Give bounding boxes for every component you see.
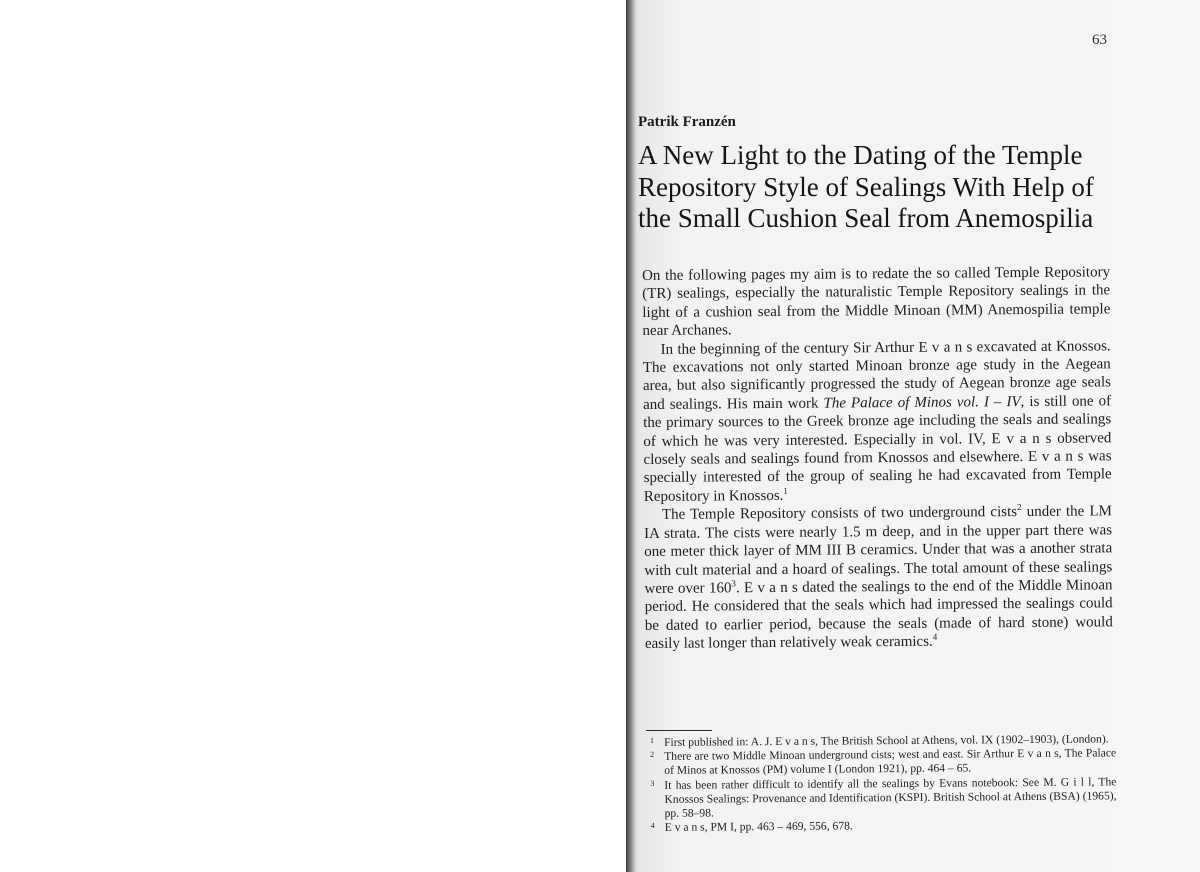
footnote-text: First published in: A. J. E v a n s, The British School at Athens, vol. IX (1902–1903), (London). [663,732,1109,749]
footnote-ref-2: 2 [1016,502,1022,513]
page-number: 63 [1092,32,1107,48]
footnote-divider [646,730,712,731]
paragraph-2-text-a: In the beginning of the century Sir Arthur E v a n s excavated at Knossos. The excavations not only started Minoan bronze age study in the Aegean area, but also significantly progressed the study of Aegean bronze age seals and sealings. His main work [642,337,1111,413]
paragraph-3-text-a: The Temple Repository consists of two underground cists [661,504,1018,524]
right-page [638,0,1200,872]
footnote-number: 1 [650,735,655,745]
footnote-number: 3 [650,778,655,788]
footnote-4 [651,818,1117,836]
footnote-ref-1: 1 [783,485,788,496]
paragraph-3-text-b: under the LM IA strata. The cists were nearly 1.5 m deep, and in the upper part there was one meter thick layer of MM III B ceramics. Under that was a another strata with cult material and a hoard of sealings. The total amount of these sealings were over 160 [644,503,1113,597]
paragraph-3 [644,503,1113,654]
article-body [642,263,1113,653]
footnote-2 [650,747,1116,779]
footnote-number: 2 [650,750,655,760]
footnote-ref-3: 3 [731,578,736,589]
work-title-italic: The Palace of Minos vol. I – IV [823,393,1021,412]
paragraph-1 [642,263,1111,340]
paragraph-2-text-b: , is still one of the primary sources to the Greek bronze age including the seals and sealings of which he was very interested. Especially in vol. IV, E v a n s observed closely seals and sealings found from Knossos and elsewhere. E v a n s was specially interested of the group of sealing he had excavated from Temple Repository in Knossos. [643,393,1112,505]
article-title: A New Light to the Dating of the Temple Repository Style of Sealings With Help of the Small Cushion Seal from Anemospilia [638,140,1094,233]
paragraph-3-text-c: . E v a n s dated the sealings to the end of the Middle Minoan period. He considered that the seals which had impressed the sealings could be dated to earlier period, because the seals (made of hard stone) would easily last longer than relatively weak ceramics. [644,577,1113,653]
footnote-text: E v a n s, PM I, pp. 463 – 469, 556, 678. [664,819,853,835]
paragraph-1-text: On the following pages my aim is to redate the so called Temple Repository (TR) sealings, especially the naturalistic Temple Repository sealings in the light of a cushion seal from the Middle Minoan (MM) Anemospilia temple near Archanes. [642,264,1111,340]
footnote-text: It has been rather difficult to identify all the sealings by Evans notebook: See M. G i l l, The Knossos Sealings: Provenance and Identification (KSPI). British School at Athens (BSA) (1965), pp. 58–98. [664,774,1117,820]
footnote-number: 4 [650,821,655,831]
footnotes [650,732,1117,835]
footnote-ref-4: 4 [932,631,938,642]
book-gutter [626,0,638,872]
paragraph-2 [643,337,1112,506]
author-name: Patrik Franzén [638,114,736,130]
footnote-text: There are two Middle Minoan underground cists; west and east. Sir Arthur E v a n s, The Palace of Minos at Knossos (PM) volume I (London 1921), pp. 464 – 65. [664,746,1117,778]
footnote-3 [650,775,1116,821]
